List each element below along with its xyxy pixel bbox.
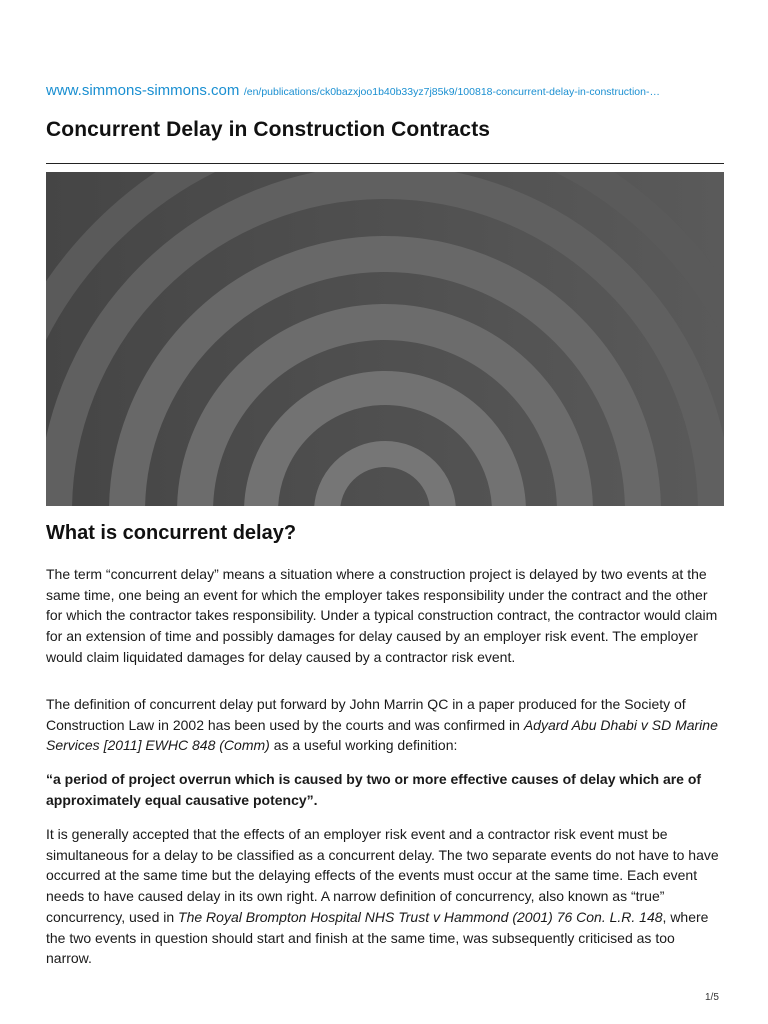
page-number: 1/5 — [705, 992, 719, 1003]
paragraph-definition-intro: The term “concurrent delay” means a situation where a construction project is delayed by two events at the same time, one being an event for which the employer takes responsibility under the contract and the other for which the contractor takes responsibility. Under a typical construction contract, the contractor would claim for an extension of time and possibly damages for delay caused by an employer risk event. The employer would claim liquidated damages for delay caused by a contractor risk event. — [46, 566, 718, 665]
paragraph-simultaneous-effects — [46, 824, 724, 969]
paragraph-marrin-definition — [46, 694, 724, 756]
section-heading: What is concurrent delay? — [46, 522, 297, 544]
title-divider — [46, 163, 724, 164]
url-path-link[interactable]: /en/publications/ck0bazxjoo1b40b33yz7j85k9/100818-concurrent-delay-in-construction-… — [243, 86, 660, 98]
paragraph-text: , where the two events in question should start and finish at the same time, was subsequently criticised as too narrow. — [46, 908, 709, 967]
paragraph-text: It is generally accepted that the effects of an employer risk event and a contractor risk event must be simultaneous for a delay to be classified as a concurrent delay. The two separate events do not have to have occurred at the same time but the delaying effects of the events must occur at the same time. Each event needs to have caused delay in its own right. A narrow definition of concurrency, also known as “true” concurrency, used in — [46, 826, 719, 925]
paragraph-text: The definition of concurrent delay put forward by John Marrin QC in a paper produced for the Society of Construction Law in 2002 has been used by the courts and was confirmed in — [46, 696, 686, 733]
case-citation: Adyard Abu Dhabi v SD Marine Services [2011] EWHC 848 (Comm) — [46, 716, 718, 754]
source-url[interactable] — [46, 82, 724, 100]
page-title: Concurrent Delay in Construction Contracts — [46, 118, 491, 141]
url-host-link[interactable]: www.simmons-simmons.com — [46, 82, 240, 99]
case-citation: The Royal Brompton Hospital NHS Trust v Hammond (2001) 76 Con. L.R. 148 — [178, 908, 663, 925]
quoted-definition: “a period of project overrun which is caused by two or more effective causes of delay which are of approximately equal causative potency”. — [46, 771, 702, 808]
hero-image-concentric-arcs — [46, 172, 724, 506]
paragraph-text: as a useful working definition: — [269, 737, 458, 754]
